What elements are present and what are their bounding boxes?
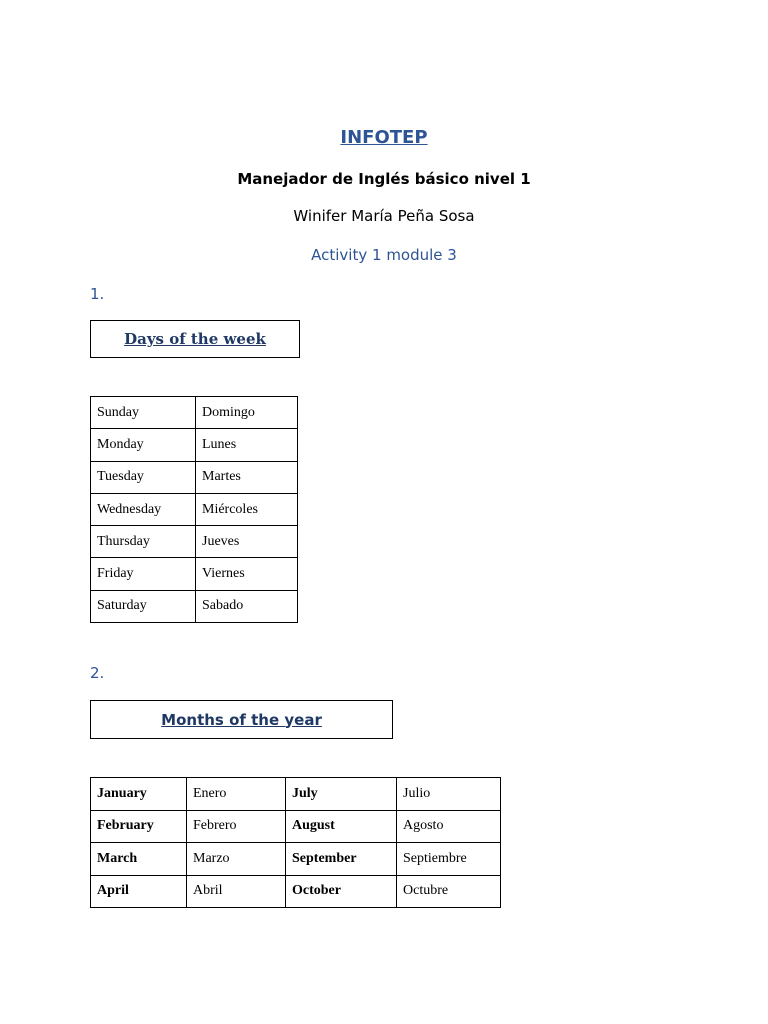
day-spanish: Viernes <box>196 558 298 590</box>
course-subtitle: Manejador de Inglés básico nivel 1 <box>237 170 531 188</box>
day-spanish: Lunes <box>196 429 298 461</box>
table-row <box>91 875 501 908</box>
day-english: Thursday <box>91 526 196 558</box>
month-spanish: Septiembre <box>397 843 501 876</box>
activity-label: Activity 1 module 3 <box>311 246 457 264</box>
document-title: INFOTEP <box>340 127 428 148</box>
month-english: October <box>286 875 397 908</box>
month-english: September <box>286 843 397 876</box>
section-2-number: 2. <box>90 664 105 682</box>
month-spanish: Febrero <box>187 810 286 843</box>
month-spanish: Enero <box>187 778 286 811</box>
months-table <box>90 777 501 908</box>
month-english: April <box>91 875 187 908</box>
month-spanish: Marzo <box>187 843 286 876</box>
day-english: Wednesday <box>91 493 196 525</box>
day-english: Monday <box>91 429 196 461</box>
table-row <box>91 843 501 876</box>
day-english: Saturday <box>91 590 196 622</box>
day-spanish: Jueves <box>196 526 298 558</box>
table-row <box>91 526 298 558</box>
day-english: Sunday <box>91 397 196 429</box>
days-heading: Days of the week <box>124 330 266 348</box>
month-english: March <box>91 843 187 876</box>
table-row <box>91 429 298 461</box>
month-english: January <box>91 778 187 811</box>
months-heading-box <box>90 700 393 739</box>
day-spanish: Martes <box>196 461 298 493</box>
days-table <box>90 396 298 623</box>
month-english: February <box>91 810 187 843</box>
table-row <box>91 461 298 493</box>
days-heading-box <box>90 320 300 358</box>
month-english: August <box>286 810 397 843</box>
month-spanish: Octubre <box>397 875 501 908</box>
day-english: Friday <box>91 558 196 590</box>
section-1-number: 1. <box>90 285 105 303</box>
table-row <box>91 810 501 843</box>
day-spanish: Domingo <box>196 397 298 429</box>
author-name: Winifer María Peña Sosa <box>293 207 475 225</box>
table-row <box>91 590 298 622</box>
table-row <box>91 778 501 811</box>
table-row <box>91 397 298 429</box>
day-spanish: Sabado <box>196 590 298 622</box>
day-spanish: Miércoles <box>196 493 298 525</box>
day-english: Tuesday <box>91 461 196 493</box>
table-row <box>91 493 298 525</box>
months-heading: Months of the year <box>161 710 322 729</box>
month-spanish: Agosto <box>397 810 501 843</box>
month-english: July <box>286 778 397 811</box>
table-row <box>91 558 298 590</box>
month-spanish: Julio <box>397 778 501 811</box>
month-spanish: Abril <box>187 875 286 908</box>
